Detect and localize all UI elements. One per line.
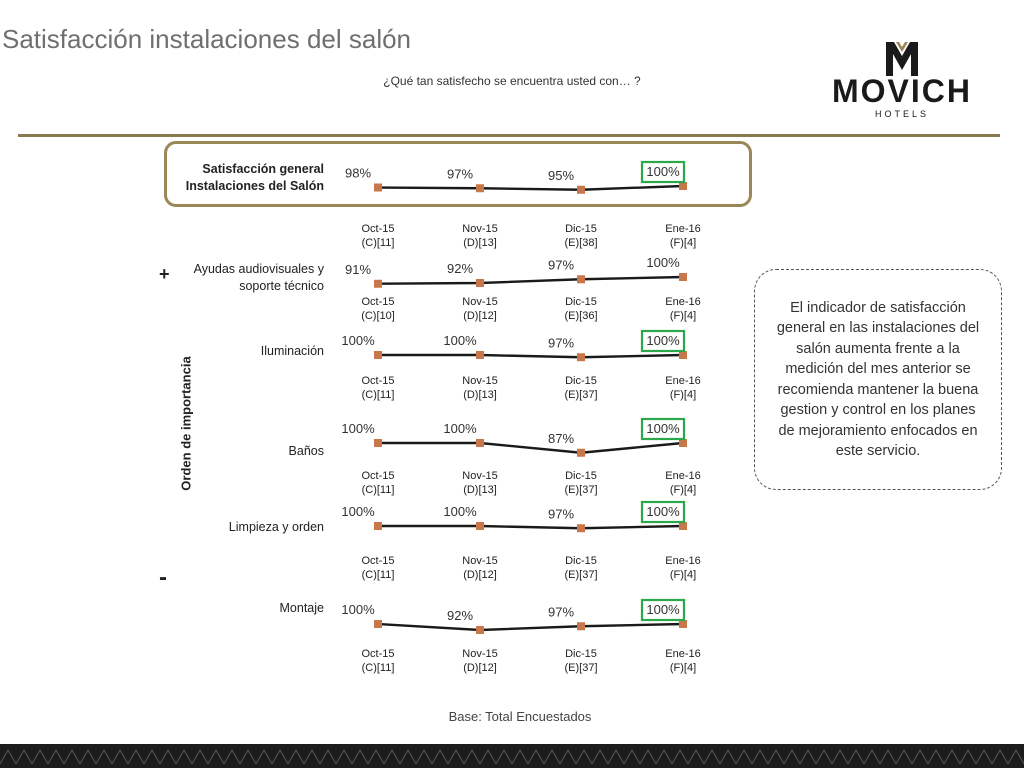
row-label-banos: Baños: [288, 444, 324, 458]
page-title: Satisfacción instalaciones del salón: [2, 24, 412, 54]
category-label: Oct-15: [361, 296, 395, 308]
data-label: 100%: [646, 421, 680, 436]
data-label: 87%: [547, 430, 575, 446]
row-label-iluminacion: Iluminación: [260, 344, 324, 358]
category-label: Nov-15: [462, 648, 498, 660]
data-label: 100%: [646, 164, 680, 179]
base-label: (D)[12]: [463, 310, 497, 322]
series-line-1: [378, 277, 683, 284]
category-label: Dic-15: [565, 648, 597, 660]
data-point: [374, 280, 382, 288]
data-point: [476, 626, 484, 634]
data-label: 100%: [443, 421, 477, 436]
category-label: Dic-15: [565, 470, 597, 482]
data-point: [374, 351, 382, 359]
base-label: (F)[4]: [669, 237, 697, 249]
series-line-3: [378, 443, 683, 453]
data-point: [577, 186, 585, 194]
insight-note-text: El indicador de satisfacción general en las instalaciones del salón aumenta frente a la medición del mes anterior se recomienda mantener la buena gestion y control en los planes de mejoramiento enfocados en este servicio.: [776, 299, 980, 459]
data-label: 92%: [446, 261, 474, 276]
data-point: [679, 273, 687, 281]
base-label: (C)[10]: [361, 310, 395, 322]
row-label-audiovisual: Ayudas audiovisuales y soporte técnico: [193, 262, 324, 293]
data-point: [476, 184, 484, 192]
base-label: (C)[11]: [361, 484, 395, 496]
data-point: [577, 353, 585, 361]
row-label-general: Satisfacción general Instalaciones del Salón: [185, 162, 324, 193]
series-line-4: [378, 526, 683, 528]
logo-sub: HOTELS: [874, 109, 930, 119]
category-label: Dic-15: [565, 223, 597, 235]
base-label: (C)[11]: [361, 569, 395, 581]
base-label: (C)[11]: [361, 389, 395, 401]
category-label: Ene-16: [665, 470, 701, 482]
category-label: Ene-16: [665, 375, 701, 387]
category-label: Dic-15: [565, 296, 597, 308]
base-note: Base: Total Encuestados: [448, 709, 592, 724]
category-label: Ene-16: [665, 223, 701, 235]
data-point: [577, 524, 585, 532]
series-line-0: [378, 186, 683, 190]
category-label: Nov-15: [462, 223, 498, 235]
data-label: 97%: [446, 166, 474, 182]
data-label: 98%: [344, 165, 372, 181]
category-label: Ene-16: [665, 648, 701, 660]
data-label: 91%: [344, 261, 372, 277]
category-label: Nov-15: [462, 296, 498, 308]
importance-axis-title: Orden de importancia: [178, 356, 194, 491]
base-label: (F)[4]: [669, 310, 697, 322]
data-point: [374, 620, 382, 628]
data-point: [679, 351, 687, 359]
base-label: (F)[4]: [669, 389, 697, 401]
page-subtitle: ¿Qué tan satisfecho se encuentra usted con… ?: [383, 74, 641, 88]
data-label: 95%: [547, 167, 575, 183]
category-label: Oct-15: [361, 470, 395, 482]
data-label: 100%: [646, 602, 680, 617]
row-label-montaje: Montaje: [279, 601, 324, 615]
data-point: [374, 184, 382, 192]
category-label: Nov-15: [462, 555, 498, 567]
base-label: (F)[4]: [669, 484, 697, 496]
data-point: [476, 522, 484, 530]
data-point: [679, 620, 687, 628]
row-label-limpieza: Limpieza y orden: [228, 520, 324, 534]
data-label: 100%: [443, 504, 477, 519]
category-label: Oct-15: [361, 223, 395, 235]
data-point: [679, 439, 687, 447]
base-label: (E)[38]: [564, 237, 598, 249]
category-label: Nov-15: [462, 375, 498, 387]
base-label: (E)[37]: [564, 569, 598, 581]
data-label: 97%: [547, 257, 575, 273]
data-label: 97%: [547, 506, 575, 522]
data-label: 100%: [341, 333, 375, 348]
importance-plus-sign: +: [159, 264, 170, 284]
data-point: [679, 182, 687, 190]
insight-note: [754, 269, 1002, 490]
data-label: 97%: [547, 604, 575, 620]
data-label: 100%: [646, 255, 680, 270]
base-label: (C)[11]: [361, 662, 395, 674]
category-label: Oct-15: [361, 375, 395, 387]
series-line-2: [378, 355, 683, 357]
series-line-5: [378, 624, 683, 630]
data-point: [374, 439, 382, 447]
decorative-footer-band: [0, 744, 1024, 768]
base-label: (D)[13]: [463, 389, 497, 401]
base-label: (D)[13]: [463, 237, 497, 249]
base-label: (D)[12]: [463, 569, 497, 581]
data-label: 100%: [341, 602, 375, 617]
category-label: Ene-16: [665, 555, 701, 567]
base-label: (F)[4]: [669, 569, 697, 581]
data-point: [476, 439, 484, 447]
data-point: [577, 449, 585, 457]
category-label: Ene-16: [665, 296, 701, 308]
data-label: 97%: [547, 335, 575, 351]
data-label: 100%: [443, 333, 477, 348]
data-point: [577, 275, 585, 283]
data-point: [374, 522, 382, 530]
base-label: (C)[11]: [361, 237, 395, 249]
logo-name: MOVICH: [832, 73, 972, 109]
data-label: 92%: [446, 608, 474, 623]
data-label: 100%: [646, 333, 680, 348]
base-label: (F)[4]: [669, 662, 697, 674]
base-label: (E)[37]: [564, 484, 598, 496]
base-label: (D)[13]: [463, 484, 497, 496]
importance-minus-sign: -: [159, 564, 167, 591]
data-point: [679, 522, 687, 530]
data-label: 100%: [341, 421, 375, 436]
category-label: Dic-15: [565, 375, 597, 387]
category-label: Dic-15: [565, 555, 597, 567]
base-label: (E)[37]: [564, 389, 598, 401]
category-label: Nov-15: [462, 470, 498, 482]
base-label: (E)[37]: [564, 662, 598, 674]
base-label: (E)[36]: [564, 310, 598, 322]
data-label: 100%: [341, 504, 375, 519]
data-point: [476, 351, 484, 359]
data-point: [476, 279, 484, 287]
category-label: Oct-15: [361, 648, 395, 660]
data-point: [577, 622, 585, 630]
data-label: 100%: [646, 504, 680, 519]
base-label: (D)[12]: [463, 662, 497, 674]
category-label: Oct-15: [361, 555, 395, 567]
